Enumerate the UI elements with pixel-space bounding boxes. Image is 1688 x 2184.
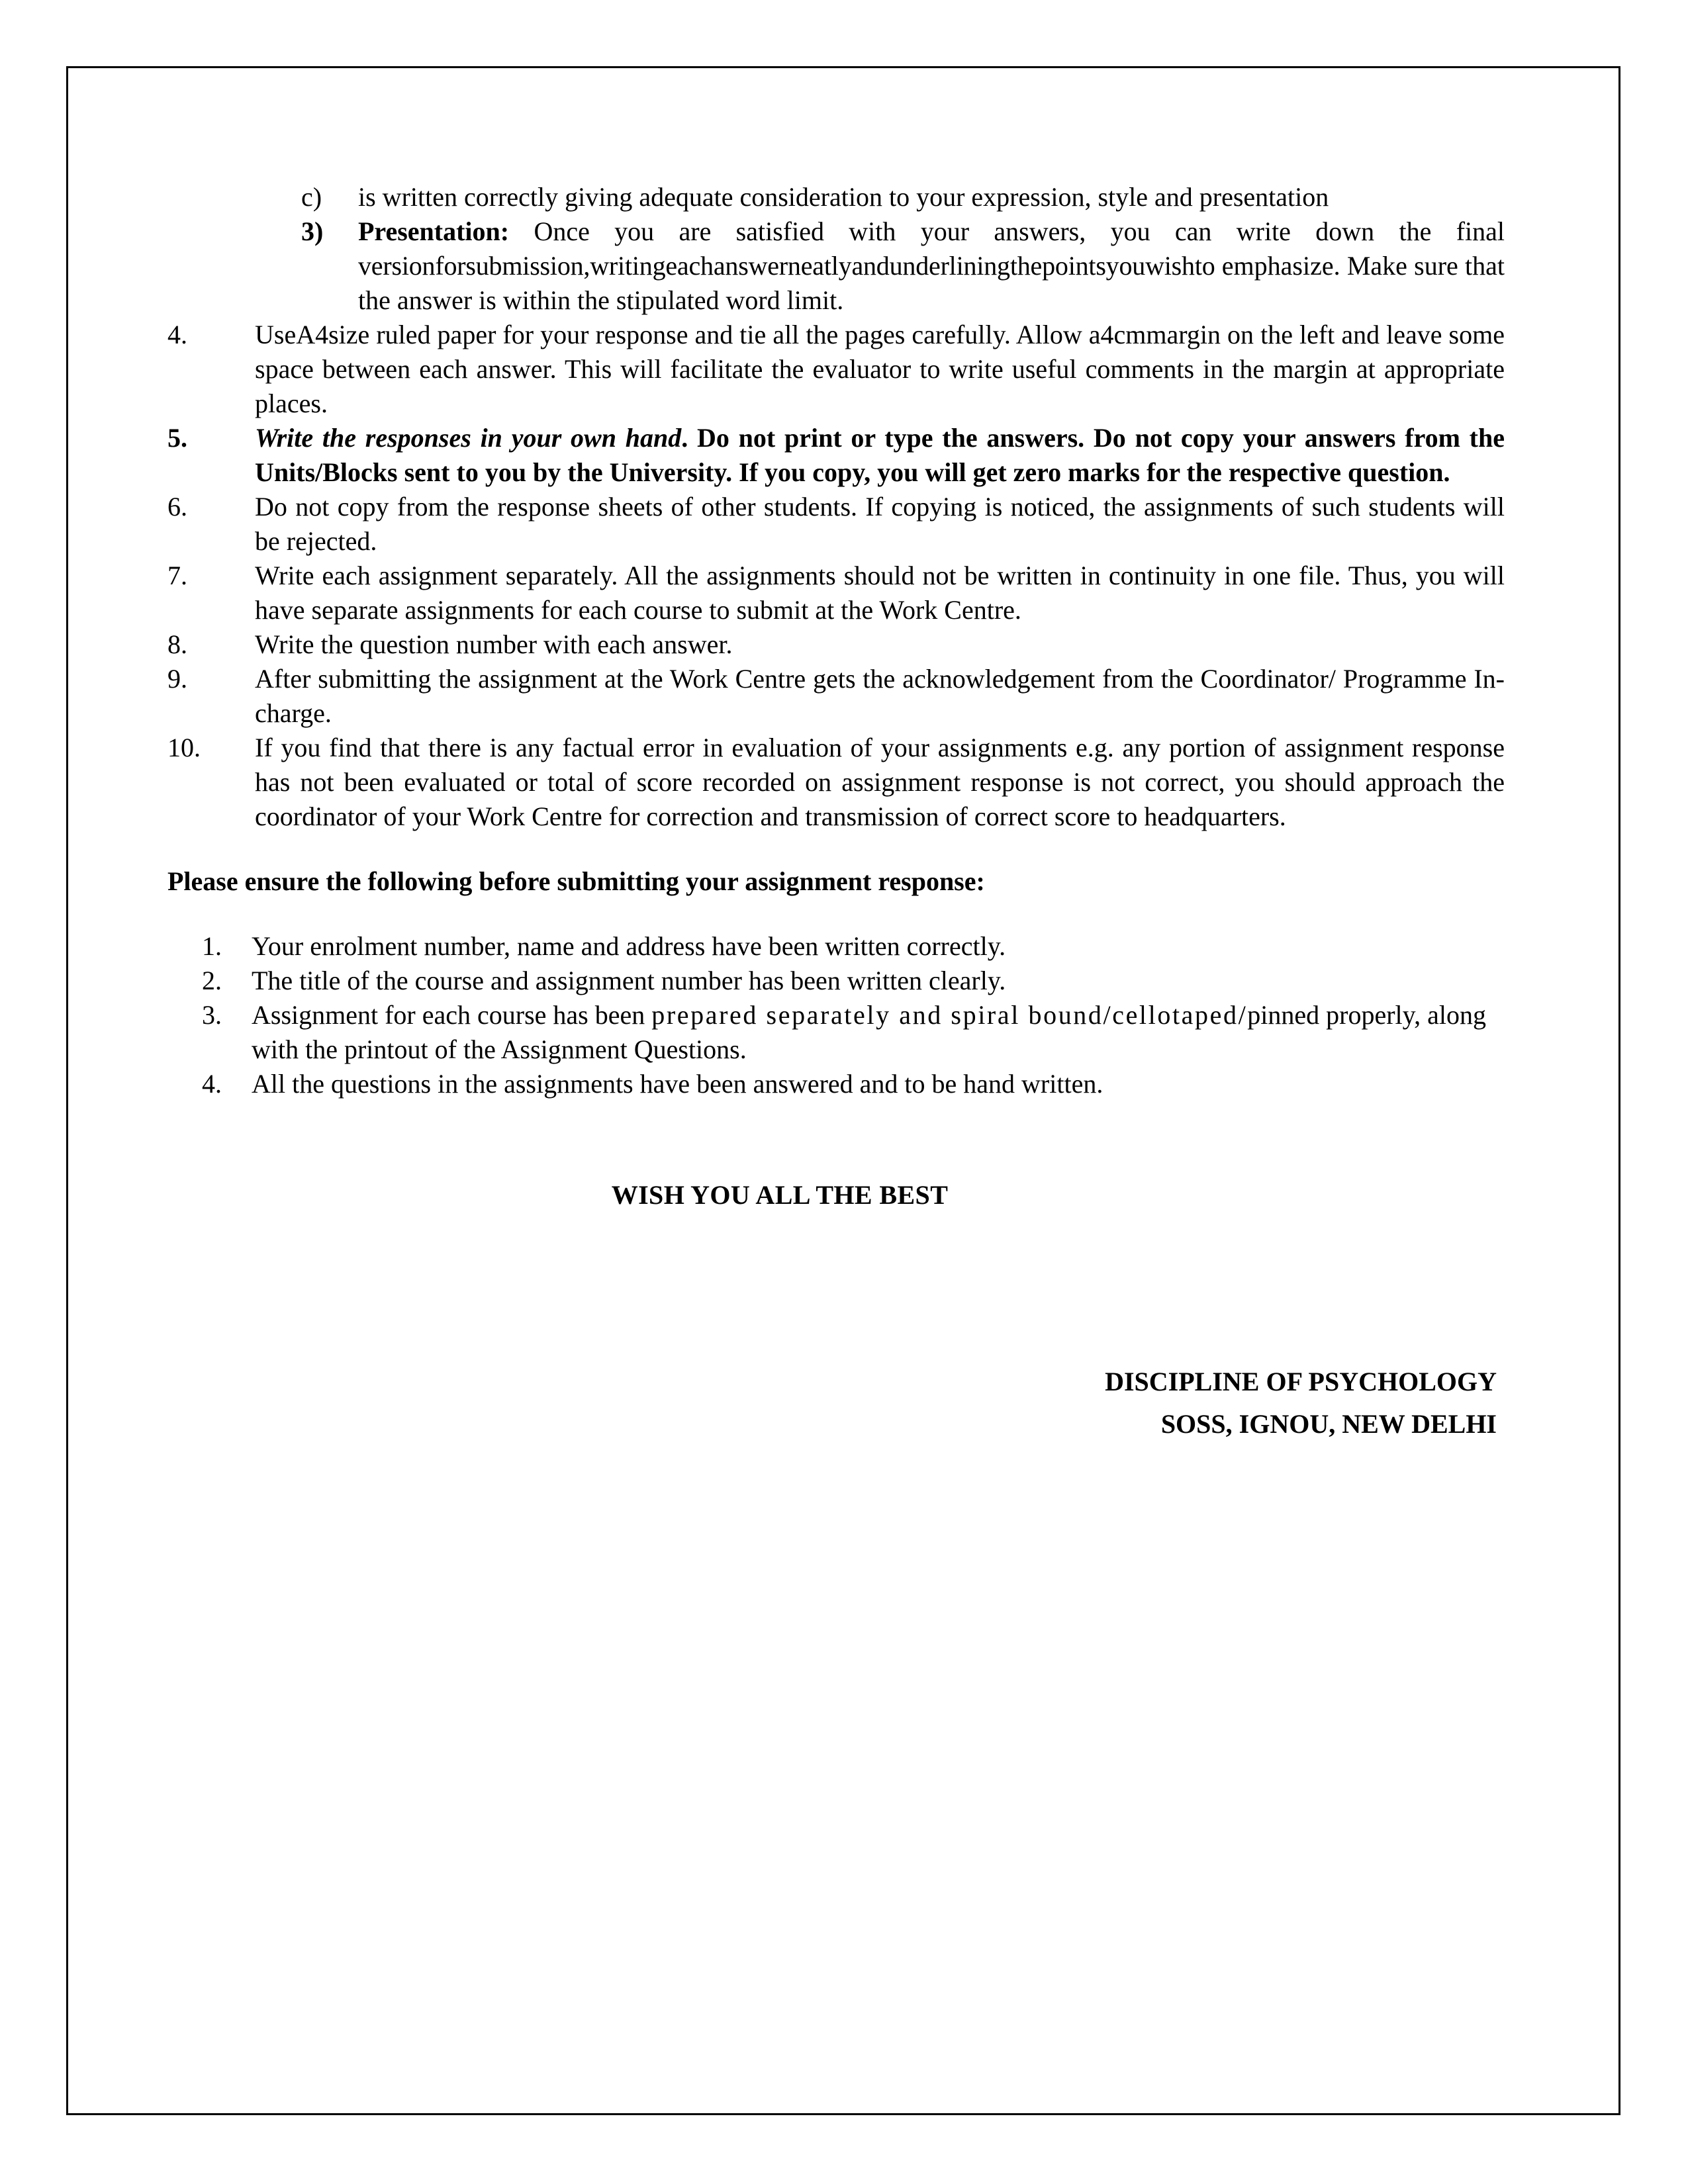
presentation-label: Presentation: <box>358 216 510 246</box>
wish-line: WISH YOU ALL THE BEST <box>611 1180 949 1210</box>
checklist-item-3 <box>202 998 1505 1067</box>
list-text-7: Write each assignment separately. All the assignments should not be written in continuity in one file. Thus, you will have separate assignments for each course to submit at the Work Centre. <box>255 561 1505 625</box>
list-marker-6: 6. <box>167 492 187 522</box>
main-numbered-list <box>167 318 1505 834</box>
list-item-10 <box>167 731 1505 834</box>
presentation-text-1: Once you are satisfied with your answers, you can write down the final <box>509 216 1505 246</box>
list-item-6 <box>167 490 1505 559</box>
section-heading: Please ensure the following before submitting your assignment response: <box>167 866 985 896</box>
list-text-4: UseA4size ruled paper for your response and tie all the pages carefully. Allow a4cmmargin on the left and leave some space between each answer. This will facilitate the evaluator to write useful comments in the margin at appropriate places. <box>255 320 1505 418</box>
list-marker-7: 7. <box>167 561 187 590</box>
list-text-5-rest: . Do not print or type the answers. Do not copy your answers from the Units/Blocks sent to you by the University. If you copy, you will get zero marks for the respective question. <box>255 423 1505 487</box>
checklist-text-1: Your enrolment number, name and address have been written correctly. <box>252 931 1006 961</box>
list-item-7 <box>167 559 1505 627</box>
checklist-item-4 <box>202 1067 1505 1101</box>
list-text-3 <box>358 214 1505 318</box>
checklist-text-3 <box>252 998 1505 1067</box>
list-marker-9: 9. <box>167 664 187 694</box>
list-text-6: Do not copy from the response sheets of other students. If copying is noticed, the assignments of such students will be rejected. <box>255 492 1505 556</box>
list-marker-3: 3) <box>301 216 324 246</box>
list-text-5 <box>255 421 1505 490</box>
nested-list <box>301 180 1505 318</box>
checklist-item-1 <box>202 929 1505 964</box>
checklist-marker-1: 1. <box>202 931 222 961</box>
list-item-9 <box>167 662 1505 731</box>
checklist <box>202 929 1505 1101</box>
signature-institution: SOSS, IGNOU, NEW DELHI <box>1160 1409 1497 1439</box>
list-item-8 <box>167 627 1505 662</box>
list-item-4 <box>167 318 1505 421</box>
checklist-item-2 <box>202 964 1505 998</box>
presentation-runon: versionforsubmission,writingeachanswerneatlyandunderliningthepointsyouwishto <box>358 251 1215 281</box>
checklist-marker-3: 3. <box>202 1000 222 1030</box>
list-item-c <box>301 180 1505 214</box>
list-marker-4: 4. <box>167 320 187 349</box>
list-text-10: If you find that there is any factual error in evaluation of your assignments e.g. any portion of assignment response has not been evaluated or total of score recorded on assignment response is not correct, you should approach the coordinator of your Work Centre for correction and transmission of correct score to headquarters. <box>255 733 1505 831</box>
checklist-text-3-spaced: prepared separately and spiral bound/cellotaped/ <box>651 1000 1248 1030</box>
list-marker-c: c) <box>301 182 322 212</box>
list-item-5 <box>167 421 1505 490</box>
list-marker-5: 5. <box>167 423 187 453</box>
checklist-marker-2: 2. <box>202 966 222 995</box>
presentation-text-2: emphasize. Make sure that the answer is within the stipulated word limit. <box>358 251 1505 315</box>
list-text-9: After submitting the assignment at the Work Centre gets the acknowledgement from the Coordinator/ Programme In-charge. <box>255 664 1505 728</box>
list-marker-8: 8. <box>167 629 187 659</box>
checklist-text-4: All the questions in the assignments have been answered and to be hand written. <box>252 1069 1103 1099</box>
checklist-text-3-post: pinned properly, along with the printout of the Assignment Questions. <box>252 1000 1486 1064</box>
signature-block <box>167 1363 1505 1443</box>
list-marker-10: 10. <box>167 733 201 762</box>
list-item-3 <box>301 214 1505 318</box>
checklist-marker-4: 4. <box>202 1069 222 1099</box>
signature-discipline: DISCIPLINE OF PSYCHOLOGY <box>1105 1367 1497 1396</box>
list-text-c: is written correctly giving adequate consideration to your expression, style and presentation <box>358 182 1329 212</box>
checklist-text-2: The title of the course and assignment number has been written clearly. <box>252 966 1006 995</box>
own-hand-emphasis: Write the responses in your own hand <box>255 423 682 453</box>
document-content <box>167 180 1505 1443</box>
list-text-8: Write the question number with each answer. <box>255 629 733 659</box>
checklist-text-3-pre: Assignment for each course has been <box>252 1000 652 1030</box>
